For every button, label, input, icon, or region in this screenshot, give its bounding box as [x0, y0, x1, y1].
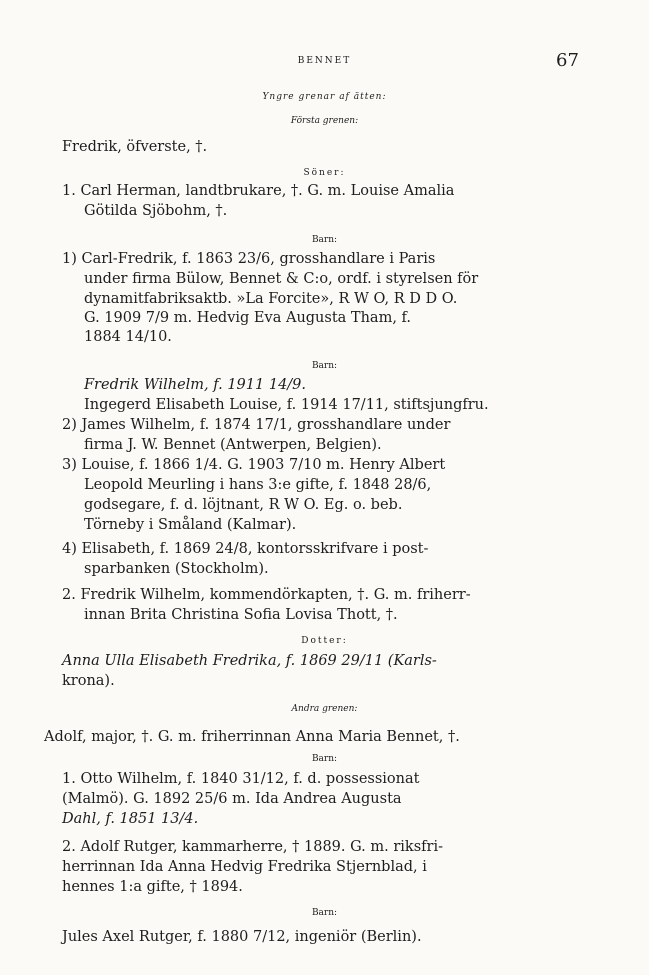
text-line: innan Brita Christina Sofia Lovisa Thott, †.: [84, 607, 398, 623]
text-line: 1. Otto Wilhelm, f. 1840 31/12, f. d. possessionat: [62, 771, 420, 787]
text-line: godsegare, f. d. löjtnant, R W O. Eg. o. beb.: [84, 497, 403, 513]
text-line: (Malmö). G. 1892 25/6 m. Ida Andrea Augusta: [62, 791, 402, 807]
text-line: Fredrik Wilhelm, f. 1911 14/9.: [84, 377, 307, 393]
section-title: Yngre grenar af ätten:: [262, 92, 387, 102]
text-line: 4) Elisabeth, f. 1869 24/8, kontorsskrifvare i post-: [62, 541, 429, 557]
subheading-daughter: Dotter:: [301, 636, 348, 646]
subheading-children: Barn:: [311, 361, 338, 371]
subheading-children: Barn:: [311, 908, 338, 918]
subheading-children: Barn:: [311, 754, 338, 764]
page-number: 67: [556, 50, 579, 71]
text-line: Anna Ulla Elisabeth Fredrika, f. 1869 29/11 (Karls-: [62, 653, 437, 669]
text-line: Leopold Meurling i hans 3:e gifte, f. 1848 28/6,: [84, 477, 432, 493]
text-line: 2. Adolf Rutger, kammarherre, † 1889. G. m. riksfri-: [62, 839, 443, 855]
subheading-second-branch: Andra grenen:: [291, 704, 358, 714]
text-line: Adolf, major, †. G. m. friherrinnan Anna Maria Bennet, †.: [44, 729, 460, 745]
text-line: Jules Axel Rutger, f. 1880 7/12, ingeniör (Berlin).: [62, 929, 422, 945]
text-line: firma J. W. Bennet (Antwerpen, Belgien).: [84, 437, 382, 453]
subheading-children: Barn:: [311, 235, 338, 245]
running-header: BENNET: [297, 56, 352, 66]
text-line: 1. Carl Herman, landtbrukare, †. G. m. Louise Amalia: [62, 183, 455, 199]
text-line: hennes 1:a gifte, † 1894.: [62, 879, 243, 895]
text-line: under firma Bülow, Bennet & C:o, ordf. i styrelsen för: [84, 271, 479, 287]
text-line: 1884 14/10.: [84, 329, 172, 345]
text-line: 3) Louise, f. 1866 1/4. G. 1903 7/10 m. Henry Albert: [62, 457, 446, 473]
subheading-sons: Söner:: [303, 168, 346, 178]
text-line: 2. Fredrik Wilhelm, kommendörkapten, †. G. m. friherr-: [62, 587, 471, 603]
text-line: 2) James Wilhelm, f. 1874 17/1, grosshandlare under: [62, 417, 451, 433]
text-line: G. 1909 7/9 m. Hedvig Eva Augusta Tham, f.: [84, 310, 412, 326]
text-line: 1) Carl-Fredrik, f. 1863 23/6, grosshandlare i Paris: [62, 251, 436, 267]
text-line: Ingegerd Elisabeth Louise, f. 1914 17/11, stiftsjungfru.: [84, 397, 489, 413]
text-line: Götilda Sjöbohm, †.: [84, 203, 228, 219]
subheading-first-branch: Första grenen:: [290, 116, 359, 126]
text-line: Törneby i Småland (Kalmar).: [84, 517, 297, 533]
text-line: herrinnan Ida Anna Hedvig Fredrika Stjernblad, i: [62, 859, 427, 875]
text-line: dynamitfabriksaktb. »La Forcite», R W O, R D D O.: [84, 291, 458, 307]
text-line: Fredrik, öfverste, †.: [62, 139, 208, 155]
text-line: Dahl, f. 1851 13/4.: [62, 811, 199, 827]
text-line: krona).: [62, 673, 115, 689]
text-line: sparbanken (Stockholm).: [84, 561, 269, 577]
